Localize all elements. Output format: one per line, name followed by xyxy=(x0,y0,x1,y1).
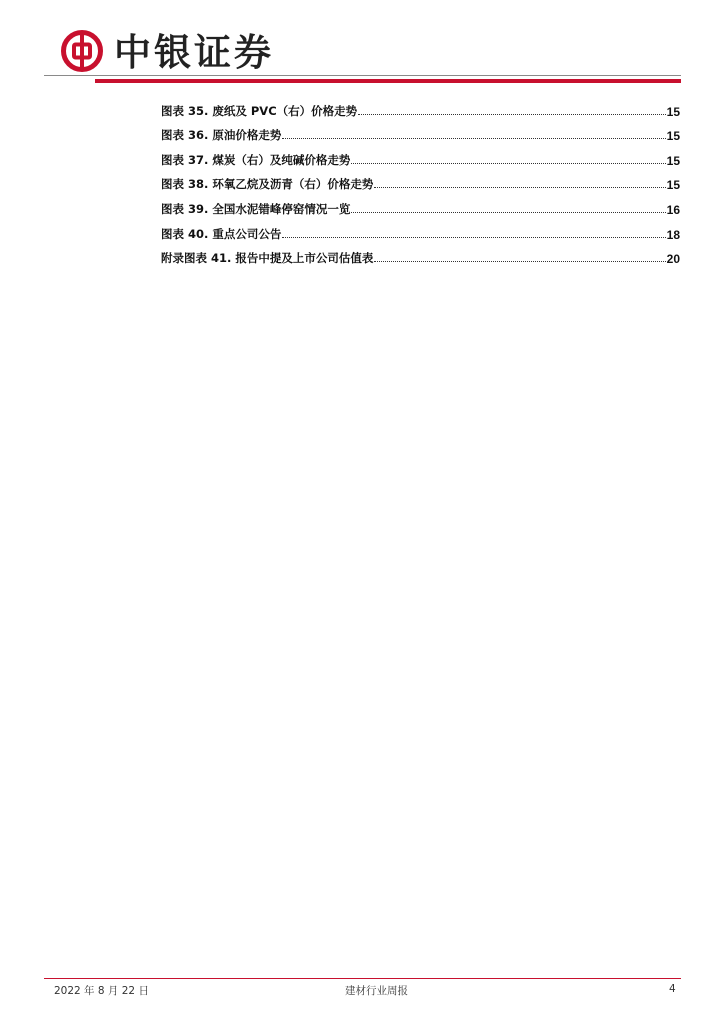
toc-leader-dots xyxy=(374,261,665,262)
toc-entry[interactable] xyxy=(161,168,680,193)
toc-entry-page: 15 xyxy=(666,104,680,119)
toc-entry-page: 20 xyxy=(666,252,680,267)
toc-leader-dots xyxy=(358,114,665,115)
toc-entry-label: 图表 37. 煤炭（右）及纯碱价格走势 xyxy=(161,152,351,167)
brand-name: 中银证券 xyxy=(114,30,274,74)
bank-of-china-logo-icon xyxy=(60,29,104,73)
toc-entry-page: 15 xyxy=(666,153,680,168)
header-divider-grey xyxy=(44,75,681,76)
toc-entry-page: 15 xyxy=(666,178,680,193)
toc-entry-label: 图表 39. 全国水泥错峰停窑情况一览 xyxy=(161,201,351,216)
header-divider-red xyxy=(95,79,681,83)
page-header xyxy=(0,0,724,90)
toc-leader-dots xyxy=(282,237,665,238)
toc-leader-dots xyxy=(374,187,665,188)
toc-entry-label: 附录图表 41. 报告中提及上市公司估值表 xyxy=(161,251,374,266)
footer-report-title: 建材行业周报 xyxy=(345,985,408,997)
toc-entry-page: 15 xyxy=(666,129,680,144)
footer-date: 2022 年 8 月 22 日 xyxy=(54,985,149,997)
toc-entry-page: 18 xyxy=(666,227,680,242)
toc-entry[interactable] xyxy=(161,143,680,168)
toc-entry[interactable] xyxy=(161,94,680,119)
toc-entry-label: 图表 35. 废纸及 PVC（右）价格走势 xyxy=(161,103,358,118)
toc-leader-dots xyxy=(351,163,665,164)
footer-page-number: 4 xyxy=(669,983,676,995)
toc-entry[interactable] xyxy=(161,217,680,242)
footer-divider xyxy=(44,978,681,979)
toc-leader-dots xyxy=(351,212,665,213)
toc-entry-label: 图表 38. 环氧乙烷及沥青（右）价格走势 xyxy=(161,177,374,192)
toc-entry-label: 图表 40. 重点公司公告 xyxy=(161,226,282,241)
toc-entry[interactable] xyxy=(161,119,680,144)
toc-entry-page: 16 xyxy=(666,202,680,217)
toc-entry[interactable] xyxy=(161,192,680,217)
toc-leader-dots xyxy=(282,138,665,139)
toc-entry[interactable] xyxy=(161,242,680,267)
toc-entry-label: 图表 36. 原油价格走势 xyxy=(161,128,282,143)
table-of-figures xyxy=(161,94,680,266)
